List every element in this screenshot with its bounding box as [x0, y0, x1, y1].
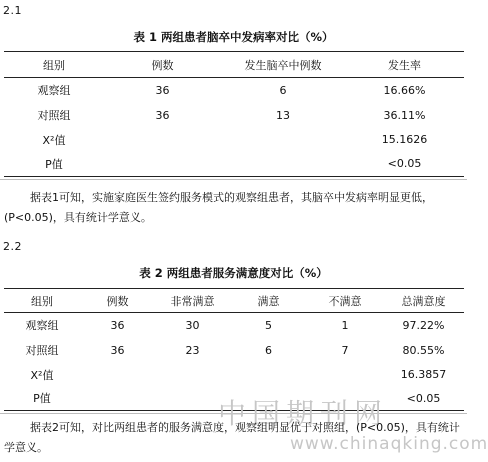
table1-cell: 对照组	[37, 109, 71, 122]
table2-cell: 7	[341, 343, 349, 357]
table2-cell	[80, 387, 155, 411]
table2-cell: <0.05	[383, 387, 464, 411]
table2-cell: 36	[110, 343, 125, 357]
table1-cell: 36	[155, 108, 170, 122]
table2-cell: 5	[265, 318, 272, 332]
table2-cell: P值	[4, 387, 80, 411]
table2-cell: 6	[265, 343, 272, 357]
table1-cell: 13	[276, 108, 290, 122]
table1-caption: 表 1 两组患者脑卒中发病率对比（%）	[133, 30, 334, 44]
table2-cell: 观察组	[25, 319, 59, 333]
table2-caption: 表 2 两组患者服务满意度对比（%）	[139, 266, 328, 280]
table2-header-cell: 总满意度	[383, 289, 464, 313]
table1-cell	[104, 152, 221, 177]
table-row	[4, 338, 464, 363]
table1	[4, 51, 464, 177]
table2-cell: 30	[185, 318, 200, 332]
table1-cell	[104, 128, 221, 152]
table1-header-cell: 发生脑卒中例数	[221, 52, 345, 78]
table2-cell: 1	[341, 318, 349, 332]
table-row	[4, 78, 464, 103]
table2-header-cell: 满意	[230, 289, 307, 313]
table1-header-cell: 发生率	[345, 52, 464, 78]
table1-cell: 36.11%	[383, 108, 426, 122]
table1-cell: X²值	[42, 133, 66, 147]
table2-cell	[155, 363, 230, 387]
table2-cell	[230, 363, 307, 387]
table2-cell: 16.3857	[400, 368, 447, 381]
table-row	[4, 313, 464, 338]
table-row	[4, 363, 464, 387]
table-row	[4, 152, 464, 177]
paragraph-1: 据表1可知，实施家庭医生签约服务模式的观察组患者，其脑卒中发病率明显更低，(P<0.05)，具有统计学意义。	[4, 191, 433, 224]
table2-cell: 23	[185, 343, 200, 357]
table1-cell: P值	[4, 152, 104, 177]
table1-header-row	[4, 52, 464, 78]
table2-cell: X²值	[30, 368, 54, 382]
section-number-2-2: 2.2	[3, 240, 22, 253]
section-number-2-1: 2.1	[3, 4, 22, 17]
table2-header-cell: 例数	[80, 289, 155, 313]
table1-cell	[221, 128, 345, 152]
table2-header-cell: 不满意	[307, 289, 383, 313]
table1-cell: 36	[155, 83, 170, 97]
divider	[0, 179, 467, 180]
table1-cell: 15.1626	[381, 133, 428, 146]
table1-header-cell: 例数	[104, 52, 221, 78]
paragraph-2: 据表2可知，对比两组患者的服务满意度，观察组明显优于对照组，(P<0.05)，具有统计学意义。	[4, 421, 460, 454]
table1-cell: 16.66%	[383, 83, 426, 97]
table2-cell: 36	[110, 318, 125, 332]
table1-cell: 观察组	[37, 84, 71, 98]
table2-header-cell: 组别	[4, 289, 80, 313]
table2-header-cell: 非常满意	[155, 289, 230, 313]
table-row	[4, 103, 464, 128]
table2-cell	[80, 363, 155, 387]
table2-header-row	[4, 289, 464, 313]
watermark-url: www.chinaqking.com	[290, 434, 488, 454]
table2-cell: 对照组	[25, 344, 59, 357]
table1-header-cell: 组别	[4, 52, 104, 78]
table2-cell: 80.55%	[402, 343, 445, 357]
table-row	[4, 128, 464, 152]
table2-cell	[307, 363, 383, 387]
table2-cell: 97.22%	[402, 318, 445, 332]
table1-cell: 6	[279, 83, 287, 97]
watermark-chinese: 中国期刊网	[218, 397, 389, 430]
table1-cell: <0.05	[345, 152, 464, 177]
table1-cell	[221, 152, 345, 177]
